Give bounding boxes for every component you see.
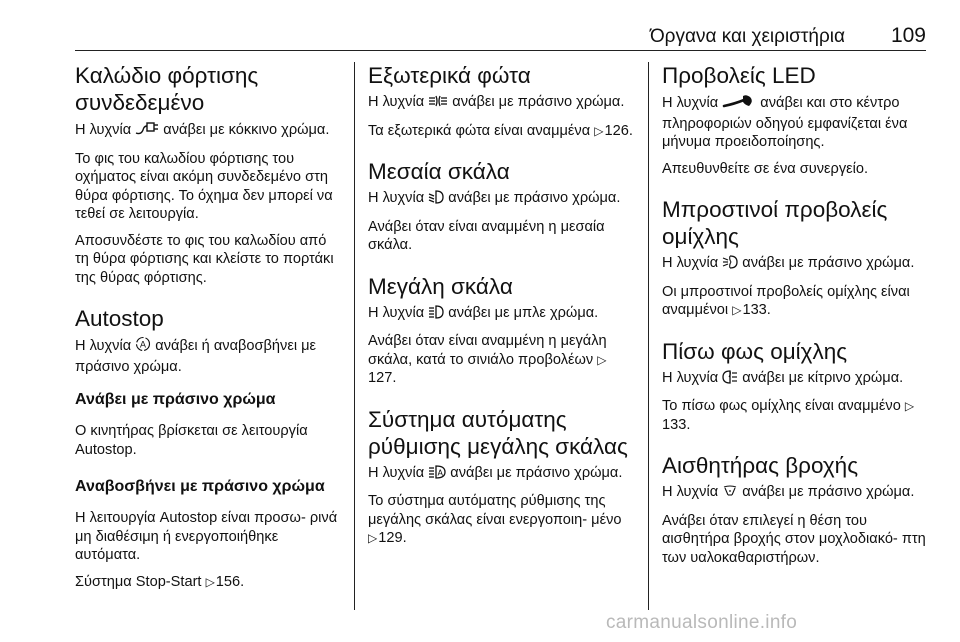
page-reference-arrow-icon: ▷	[904, 399, 915, 413]
paragraph: Η λυχνία ανάβει με πράσινο χρώμα.	[368, 93, 634, 114]
section-title-rear-fog: Πίσω φως ομίχλης	[662, 338, 848, 364]
column-1	[75, 62, 341, 599]
section-title-exterior-lights: Εξωτερικά φώτα	[368, 63, 531, 88]
column-divider-1	[354, 62, 355, 610]
section-title-high-beam: Μεγάλη σκάλα	[368, 273, 513, 299]
paragraph: Απευθυνθείτε σε ένα συνεργείο.	[662, 160, 869, 177]
subheading-green-flashing: Αναβοσβήνει με πράσινο χρώμα	[75, 478, 325, 495]
high-beam-icon	[428, 305, 444, 325]
page-number: 109	[890, 24, 926, 47]
paragraph: Η λυχνία ανάβει με κόκκινο χρώμα.	[75, 120, 341, 142]
paragraph: Ο κινητήρας βρίσκεται σε λειτουργία Autostop.	[75, 423, 308, 458]
paragraph: Η λυχνία A ανάβει με πράσινο χρώμα.	[368, 464, 634, 485]
section-title-autostop: Autostop	[75, 306, 164, 331]
paragraph: Η λυχνία A ανάβει ή αναβοσβήνει με πράσινο χρώμα.	[75, 338, 317, 375]
svg-text:A: A	[437, 468, 444, 477]
paragraph: Η λυχνία ανάβει με πράσινο χρώμα.	[662, 483, 930, 504]
column-2	[368, 62, 634, 556]
paragraph: Ανάβει όταν επιλεγεί η θέση του αισθητήρα βροχής στον μοχλοδιακό- πτη των υαλοκαθαριστήρων.	[662, 512, 926, 566]
exterior-lights-icon	[428, 94, 448, 114]
paragraph: Το σύστημα αυτόματης ρύθμισης της μεγάλης σκάλας είναι ενεργοποιη- μένο ▷129.	[368, 493, 622, 546]
paragraph: Ανάβει όταν είναι αναμμένη η μεγάλη σκάλα, κατά το σινιάλο προβολέων ▷127.	[368, 333, 607, 386]
section-title-charging-cable: Καλώδιο φόρτισης	[75, 63, 259, 88]
charging-cable-icon	[135, 120, 159, 142]
paragraph: Αποσυνδέστε το φις του καλωδίου από τη θύρα φόρτισης και κλείστε το πορτάκι της θύρας φόρτισης.	[75, 232, 334, 286]
page-reference-arrow-icon: ▷	[597, 352, 607, 367]
section-title-low-beam: Μεσαία σκάλα	[368, 159, 510, 184]
section-title-front-fog-line2: ομίχλης	[662, 224, 739, 249]
auto-high-beam-icon	[428, 465, 446, 485]
subheading-green-steady: Ανάβει με πράσινο χρώμα	[75, 391, 276, 408]
column-divider-2	[648, 62, 649, 610]
paragraph: Η λυχνία ανάβει με μπλε χρώμα.	[368, 304, 634, 325]
header-rule	[75, 50, 926, 51]
svg-text:A: A	[140, 340, 147, 351]
watermark-text: carmanualsonline.info	[606, 612, 798, 633]
paragraph: Ανάβει όταν είναι αναμμένη η μεσαία σκάλα.	[368, 218, 605, 253]
rain-sensor-icon	[722, 484, 738, 504]
paragraph: Οι μπροστινοί προβολείς ομίχλης είναι αναμμένοι ▷133.	[662, 283, 910, 318]
low-beam-icon	[428, 190, 444, 210]
section-title-charging-cable-line2: συνδεδεμένο	[75, 90, 205, 115]
section-title-auto-high-beam-line2: ρύθμισης μεγάλης σκάλας	[368, 433, 628, 459]
section-title-auto-high-beam: Σύστημα αυτόματης	[368, 406, 567, 432]
paragraph: Η λυχνία ανάβει με πράσινο χρώμα.	[368, 189, 634, 210]
paragraph: Σύστημα Stop-Start ▷156.	[75, 573, 245, 590]
page-reference-arrow-icon: ▷	[205, 574, 215, 589]
front-fog-icon	[722, 255, 738, 275]
page-reference-arrow-icon: ▷	[594, 123, 604, 138]
paragraph: Το πίσω φως ομίχλης είναι αναμμένο ▷133.	[662, 398, 915, 433]
page-reference-arrow-icon: ▷	[368, 531, 378, 545]
paragraph: Η λυχνία ανάβει με πράσινο χρώμα.	[662, 254, 930, 275]
paragraph: Η λυχνία ανάβει και στο κέντρο πληροφοριών οδηγού εμφανίζεται ένα μήνυμα προειδοποίησης.	[662, 95, 908, 150]
page-reference-arrow-icon: ▷	[732, 303, 742, 317]
column-3	[662, 62, 930, 575]
section-title-rain-sensor: Αισθητήρας βροχής	[662, 453, 859, 478]
section-title-led-headlights: Προβολείς LED	[662, 63, 816, 88]
autostop-icon	[135, 336, 151, 358]
rear-fog-icon	[722, 370, 738, 390]
running-header-title: Όργανα και χειριστήρια	[649, 26, 845, 47]
paragraph: Η λειτουργία Autostop είναι προσω- ρινά μη διαθέσιμη ή ενεργοποιήθηκε αυτόματα.	[75, 510, 338, 563]
led-headlight-warning-icon	[722, 93, 756, 115]
section-title-front-fog: Μπροστινοί προβολείς	[662, 197, 888, 222]
paragraph: Τα εξωτερικά φώτα είναι αναμμένα ▷126.	[368, 122, 633, 139]
paragraph: Το φις του καλωδίου φόρτισης του οχήματος είναι ακόμη συνδεδεμένο στη θύρα φόρτισης. Το όχημα δεν μπορεί να τεθεί σε λειτουργία.	[75, 150, 333, 222]
paragraph: Η λυχνία ανάβει με κίτρινο χρώμα.	[662, 369, 930, 390]
